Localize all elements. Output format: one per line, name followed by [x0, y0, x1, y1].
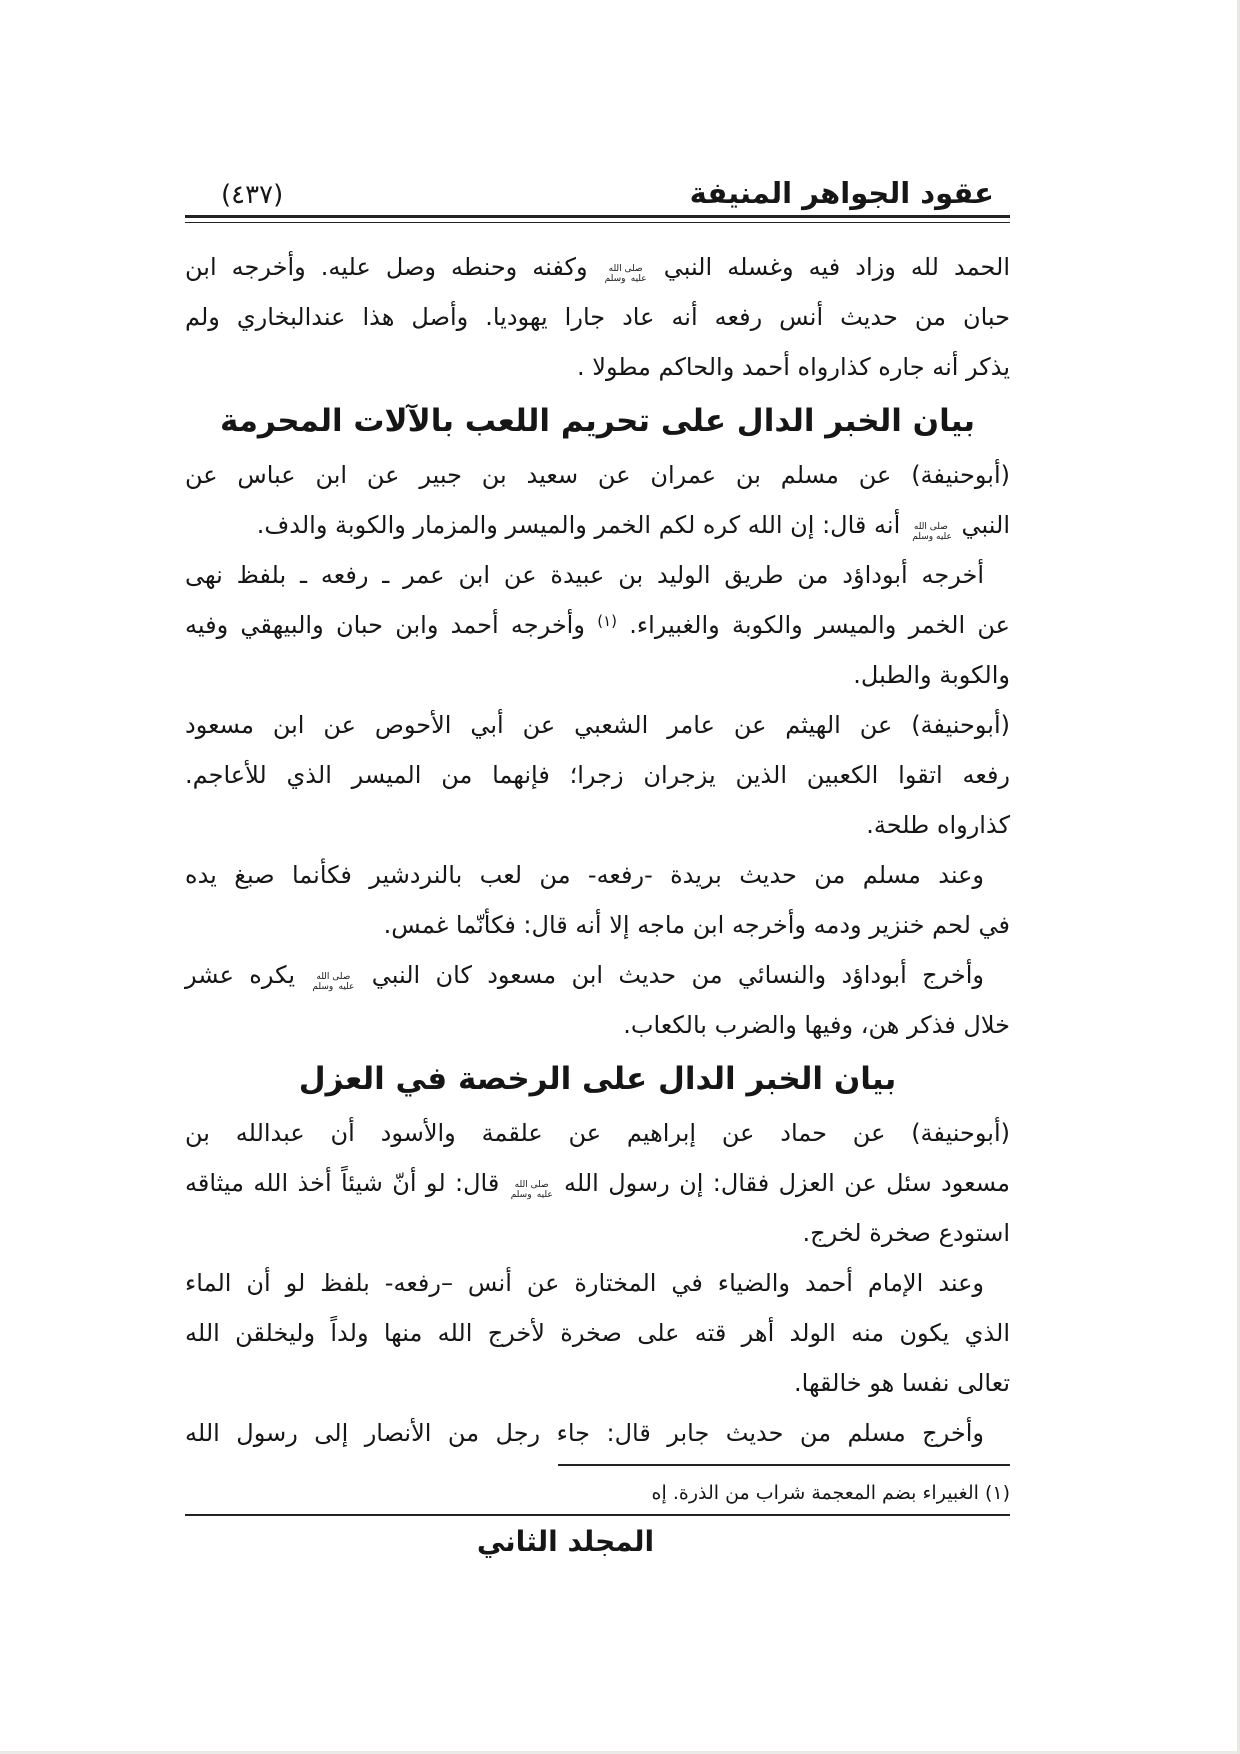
text-line: عن الخمر والميسر والكوبة والغبيراء. $^{(١)}$ وأخرجه أحمد وابن حبان والبيهقي وفيه	[185, 611, 1010, 639]
page-body	[185, 242, 1010, 1458]
text-line: وعند الإمام أحمد والضياء في المختارة عن أنس –رفعه- بلفظ لو أن الماء	[185, 1269, 984, 1297]
paragraph	[185, 242, 1010, 392]
paragraph	[185, 550, 1010, 700]
footnote-text: (١) الغبيراء بضم المعجمة شراب من الذرة. إه	[651, 1482, 1010, 1504]
paragraph	[185, 1408, 1010, 1458]
text-line: (أبوحنيفة) عن الهيثم عن عامر الشعبي عن أبي الأحوص عن ابن مسعود	[185, 711, 1010, 739]
paragraph	[185, 1108, 1010, 1258]
saw-symbol: صلى الله عليه وسلم	[510, 1179, 553, 1200]
saw-symbol: صلى الله عليه وسلم	[312, 971, 355, 992]
footer-divider	[185, 1514, 1010, 1516]
text-line: مسعود سئل عن العزل فقال: إن رسول الله صلى الله عليه وسلم قال: لو أنّ شيئاً أخذ الله ميثاقه	[185, 1169, 1010, 1200]
text-line: وأخرج مسلم من حديث جابر قال: جاء رجل من الأنصار إلى رسول الله	[185, 1419, 984, 1447]
header-divider	[185, 215, 1010, 223]
paragraph	[185, 700, 1010, 850]
volume-label: المجلد الثاني	[476, 1525, 655, 1558]
paragraph	[185, 1258, 1010, 1408]
text-line: (أبوحنيفة) عن مسلم بن عمران عن سعيد بن جبير عن ابن عباس عن	[185, 461, 1010, 489]
text-line: كذارواه طلحة.	[866, 811, 1010, 839]
page-header	[185, 158, 1010, 210]
text-line: وعند مسلم من حديث بريدة -رفعه- من لعب بالنردشير فكأنما صبغ يده	[185, 861, 984, 889]
text-line: خلال فذكر هن، وفيها والضرب بالكعاب.	[623, 1011, 1010, 1039]
text-line: الحمد لله وزاد فيه وغسله النبي صلى الله عليه وسلم وكفنه وحنطه وصل عليه. وأخرجه ابن	[185, 253, 1010, 284]
book-title: عقود الجواهر المنيفة	[689, 176, 994, 210]
text-line: تعالى نفسا هو خالقها.	[794, 1369, 1010, 1397]
text-line: (أبوحنيفة) عن حماد عن إبراهيم عن علقمة والأسود أن عبدالله بن	[185, 1119, 1010, 1147]
paragraph	[185, 450, 1010, 550]
footnote-ref: (١)	[597, 612, 617, 630]
text-line: رفعه اتقوا الكعبين الذين يزجران زجرا؛ فإنهما من الميسر الذي للأعاجم.	[185, 761, 1010, 789]
text-line: أخرجه أبوداؤد من طريق الوليد بن عبيدة عن ابن عمر ـ رفعه ـ بلفظ نهى	[185, 561, 984, 589]
text-line: والكوبة والطبل.	[853, 661, 1010, 689]
paragraph	[185, 850, 1010, 950]
footnote-divider	[558, 1464, 1010, 1466]
text-line: حبان من حديث أنس رفعه أنه عاد جارا يهوديا. وأصل هذا عندالبخاري ولم	[185, 303, 1010, 331]
text-line: وأخرج أبوداؤد والنسائي من حديث ابن مسعود كان النبي صلى الله عليه وسلم يكره عشر	[185, 961, 984, 992]
section-heading: بيان الخبر الدال على تحريم اللعب بالآلات المحرمة	[219, 403, 976, 439]
text-line: النبي صلى الله عليه وسلم أنه قال: إن الله كره لكم الخمر والميسر والمزمار والكوبة والدف.	[256, 511, 1010, 542]
text-line: الذي يكون منه الولد أهر قته على صخرة لأخرج الله منها ولداً وليخلقن الله	[185, 1319, 1010, 1347]
page-footer	[185, 1518, 1010, 1566]
page-number: (٤٣٧)	[221, 180, 284, 210]
text-line: استودع صخرة لخرج.	[802, 1219, 1010, 1247]
text-line: في لحم خنزير ودمه وأخرجه ابن ماجه إلا أنه قال: فكأنّما غمس.	[383, 911, 1010, 939]
saw-symbol: صلى الله عليه وسلم	[912, 521, 952, 542]
paragraph	[185, 950, 1010, 1050]
text-line: يذكر أنه جاره كذارواه أحمد والحاكم مطولا .	[577, 353, 1010, 381]
saw-symbol: صلى الله عليه وسلم	[604, 263, 647, 284]
section-heading: بيان الخبر الدال على الرخصة في العزل	[298, 1061, 897, 1097]
